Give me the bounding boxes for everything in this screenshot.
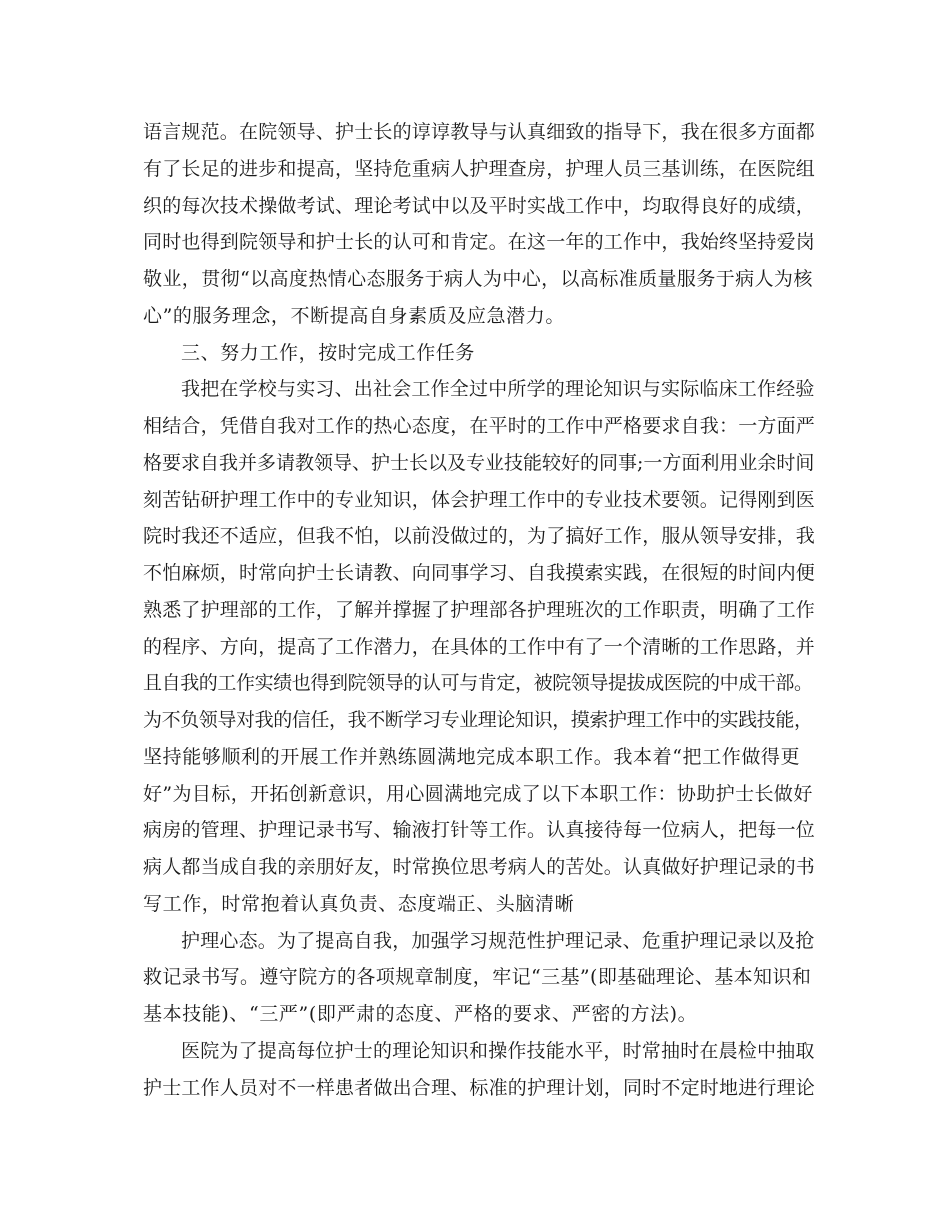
paragraph-start: 护理心态。为了提高自我，加强学习规范性护理记录、危重护理记录以及抢 <box>181 930 815 952</box>
text-line: 语言规范。在院领导、护士长的谆谆教导与认真细致的指导下，我在很多方面都 <box>143 121 816 143</box>
text-line: 敬业，贯彻“以高度热情心态服务于病人为中心，以高标准质量服务于病人为核 <box>143 268 813 290</box>
text-line: 熟悉了护理部的工作，了解并撑握了护理部各护理班次的工作职责，明确了工作 <box>143 599 816 621</box>
text-line: 格要求自我并多请教领导、护士长以及专业技能较好的同事;一方面利用业余时间 <box>143 452 815 474</box>
text-line: 且自我的工作实绩也得到院领导的认可与肯定，被院领导提拔成医院的中成干部。 <box>143 672 813 694</box>
text-line: 院时我还不适应，但我不怕，以前没做过的，为了搞好工作，服从领导安排，我 <box>143 525 816 547</box>
text-line: 心”的服务理念，不断提高自身素质及应急潜力。 <box>143 305 565 327</box>
text-line: 坚持能够顺利的开展工作并熟练圆满地完成本职工作。我本着“把工作做得更 <box>143 746 801 768</box>
text-line: 刻苦钻研护理工作中的专业知识，体会护理工作中的专业技术要领。记得刚到医 <box>143 489 816 511</box>
paragraph-start: 我把在学校与实习、出社会工作全过中所学的理论知识与实际临床工作经验 <box>181 378 815 400</box>
text-line: 织的每次技术操做考试、理论考试中以及平时实战工作中，均取得良好的成绩， <box>143 195 816 217</box>
text-line: 同时也得到院领导和护士长的认可和肯定。在这一年的工作中，我始终坚持爱岗 <box>143 231 816 253</box>
text-line: 为不负领导对我的信任，我不断学习专业理论知识，摸索护理工作中的实践技能， <box>143 709 813 731</box>
paragraph-start: 医院为了提高每位护士的理论知识和操作技能水平，时常抽时在晨检中抽取 <box>181 1040 815 1062</box>
section-heading: 三、努力工作，按时完成工作任务 <box>181 342 476 364</box>
text-line: 不怕麻烦，时常向护士长请教、向同事学习、自我摸索实践，在很短的时间内便 <box>143 562 816 584</box>
text-line: 救记录书写。遵守院方的各项规章制度，牢记“三基”(即基础理论、基本知识和 <box>143 966 812 988</box>
text-line: 护士工作人员对不一样患者做出合理、标准的护理计划，同时不定时地进行理论 <box>143 1077 816 1099</box>
text-line: 有了长足的进步和提高，坚持危重病人护理查房，护理人员三基训练，在医院组 <box>143 158 816 180</box>
text-line: 病房的管理、护理记录书写、输液打针等工作。认真接待每一位病人，把每一位 <box>143 819 816 841</box>
text-line: 的程序、方向，提高了工作潜力，在具体的工作中有了一个清晰的工作思路，并 <box>143 636 816 658</box>
text-line: 好”为目标，开拓创新意识，用心圆满地完成了以下本职工作：协助护士长做好 <box>143 783 813 805</box>
text-line: 基本技能)、“三严”(即严肃的态度、严格的要求、严密的方法)。 <box>143 1003 698 1025</box>
text-line: 相结合，凭借自我对工作的热心态度，在平时的工作中严格要求自我：一方面严 <box>143 415 816 437</box>
text-line: 病人都当成自我的亲朋好友，时常换位思考病人的苦处。认真做好护理记录的书 <box>143 856 816 878</box>
text-line: 写工作，时常抱着认真负责、态度端正、头脑清晰 <box>143 893 575 915</box>
